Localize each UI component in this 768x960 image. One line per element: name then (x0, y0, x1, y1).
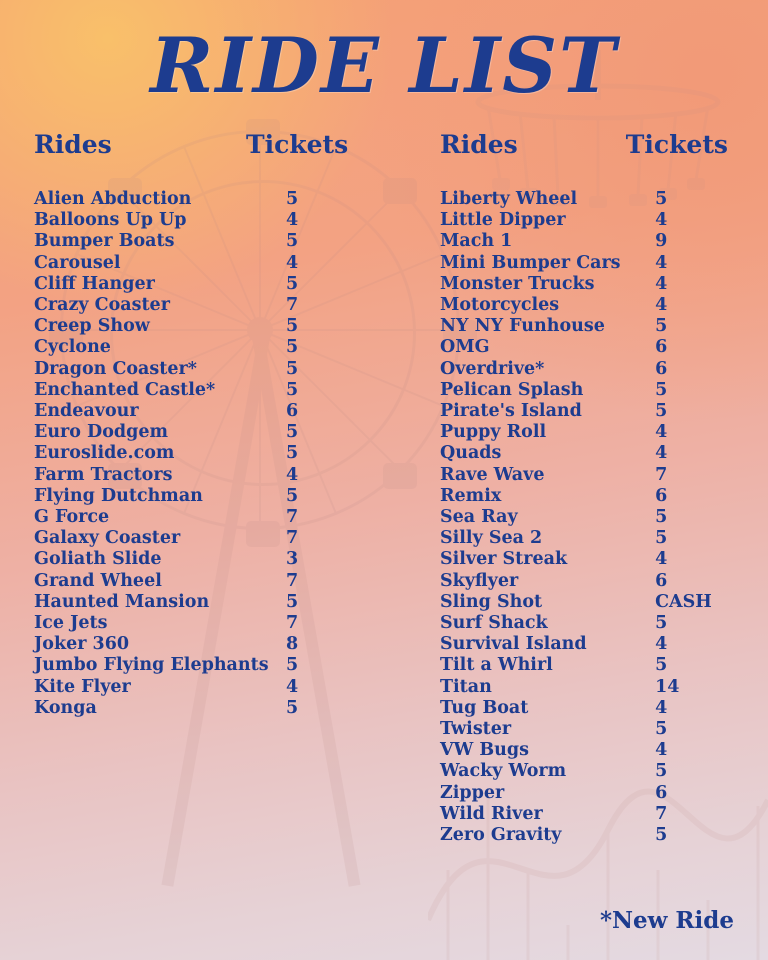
ride-name: Tug Boat (440, 697, 529, 718)
ride-name: Cyclone (34, 337, 111, 358)
ride-tickets: 6 (655, 485, 668, 506)
ride-name: Survival Island (440, 634, 587, 655)
ride-name: Balloons Up Up (34, 210, 187, 231)
ride-name: Sea Ray (440, 507, 518, 528)
header-rides: Rides (440, 130, 518, 159)
table-row (34, 528, 384, 549)
ride-tickets: 5 (655, 655, 668, 676)
ride-column-left (34, 130, 384, 846)
table-row (440, 380, 734, 401)
ride-tickets: 5 (286, 189, 299, 209)
table-row (440, 783, 734, 804)
ride-name: Silver Streak (440, 549, 568, 570)
ride-name: Pirate's Island (440, 401, 582, 422)
ride-name: Euroslide.com (34, 443, 175, 464)
ride-name: G Force (34, 507, 110, 528)
ride-tickets: 5 (655, 528, 668, 549)
ride-tickets: 4 (655, 443, 668, 464)
ride-name: Mach 1 (440, 231, 513, 252)
ride-name: Bumper Boats (34, 231, 175, 252)
table-row (34, 698, 384, 719)
table-row (34, 507, 384, 528)
ride-name: Little Dipper (440, 210, 566, 231)
table-row (34, 634, 384, 655)
ride-name: Enchanted Castle* (34, 379, 216, 400)
table-row (34, 231, 384, 252)
ride-name: Zipper (440, 782, 505, 803)
new-ride-footnote: *New Ride (599, 907, 734, 934)
table-row (440, 528, 734, 549)
table-row (440, 549, 734, 570)
header-rides: Rides (34, 130, 112, 159)
table-row (34, 253, 384, 274)
ride-name: Rave Wave (440, 464, 545, 485)
ride-tickets: 4 (655, 549, 668, 570)
table-row (440, 359, 734, 380)
table-row (34, 486, 384, 507)
ride-tickets: 4 (655, 697, 668, 718)
table-row (34, 210, 384, 231)
ride-tickets: 4 (286, 252, 299, 273)
ride-name: Sling Shot (440, 591, 543, 612)
ride-name: Quads (440, 443, 502, 464)
ride-tickets: 5 (286, 379, 299, 400)
table-row (34, 422, 384, 443)
ride-tickets: 5 (286, 485, 299, 506)
ride-tickets: 4 (655, 422, 668, 443)
ride-tickets: 5 (286, 422, 299, 443)
ride-tickets: 6 (655, 570, 668, 591)
table-row (440, 613, 734, 634)
ride-tickets: 9 (655, 231, 668, 252)
ride-tickets: 5 (655, 401, 668, 422)
ride-name: Liberty Wheel (440, 189, 578, 209)
ride-tickets: 7 (286, 570, 299, 591)
table-row (34, 677, 384, 698)
ride-name: Overdrive* (440, 358, 545, 379)
table-row (440, 655, 734, 676)
ride-tickets: 4 (286, 210, 299, 231)
table-row (440, 274, 734, 295)
ride-tickets: 4 (655, 210, 668, 231)
ride-tickets: CASH (655, 591, 712, 612)
ride-tickets: 6 (655, 337, 668, 358)
table-row (440, 401, 734, 422)
table-row (34, 337, 384, 358)
ride-tickets: 7 (286, 528, 299, 549)
ride-tickets: 4 (655, 273, 668, 294)
ride-name: Dragon Coaster* (34, 358, 197, 379)
table-row (34, 549, 384, 570)
ride-tickets: 5 (286, 591, 299, 612)
ride-tickets: 6 (655, 782, 668, 803)
ride-name: Silly Sea 2 (440, 528, 543, 549)
table-row (34, 655, 384, 676)
table-row (440, 592, 734, 613)
ride-name: Mini Bumper Cars (440, 252, 621, 273)
table-row (34, 401, 384, 422)
table-row (440, 571, 734, 592)
ride-tickets: 5 (286, 337, 299, 358)
ride-name: Twister (440, 719, 512, 740)
ride-column-right (384, 130, 734, 846)
ride-tickets: 7 (286, 613, 299, 634)
ride-name: Creep Show (34, 316, 150, 337)
ride-name: Monster Trucks (440, 273, 595, 294)
ride-tickets: 6 (286, 401, 299, 422)
ride-name: NY NY Funhouse (440, 316, 605, 337)
table-row (440, 210, 734, 231)
ride-tickets: 5 (655, 613, 668, 634)
ride-tickets: 5 (655, 316, 668, 337)
ride-tickets: 5 (655, 761, 668, 782)
table-row (34, 316, 384, 337)
column-header-right (440, 130, 734, 189)
ride-name: Remix (440, 485, 502, 506)
ride-name: Ice Jets (34, 613, 108, 634)
table-row (34, 189, 384, 210)
page-title: RIDE LIST (150, 21, 618, 110)
ride-tickets: 5 (655, 189, 668, 209)
table-row (440, 698, 734, 719)
table-row (440, 231, 734, 252)
ride-tickets: 5 (286, 231, 299, 252)
ride-tickets: 5 (655, 719, 668, 740)
ride-tickets: 7 (655, 803, 668, 824)
ride-tickets: 4 (655, 295, 668, 316)
ride-tickets: 4 (655, 634, 668, 655)
ride-tickets: 5 (655, 379, 668, 400)
table-row (440, 486, 734, 507)
table-row (440, 253, 734, 274)
ride-name: Farm Tractors (34, 464, 173, 485)
ride-tickets: 6 (655, 358, 668, 379)
table-row (440, 740, 734, 761)
table-row (34, 571, 384, 592)
column-header-left (34, 130, 384, 189)
ride-name: Surf Shack (440, 613, 548, 634)
ride-name: Konga (34, 697, 97, 718)
table-row (440, 719, 734, 740)
ride-tickets: 4 (286, 464, 299, 485)
ride-name: Zero Gravity (440, 825, 562, 846)
table-row (440, 316, 734, 337)
ride-tickets: 3 (286, 549, 299, 570)
ride-name: Skyflyer (440, 570, 519, 591)
header-tickets: Tickets (246, 130, 349, 159)
ride-name: Euro Dodgem (34, 422, 169, 443)
table-row (34, 465, 384, 486)
table-row (440, 465, 734, 486)
ride-tickets: 8 (286, 634, 299, 655)
table-row (440, 422, 734, 443)
ride-tickets: 5 (286, 316, 299, 337)
table-row (440, 189, 734, 210)
ride-name: Carousel (34, 252, 121, 273)
table-row (440, 804, 734, 825)
table-row (440, 677, 734, 698)
ride-tickets: 5 (286, 697, 299, 718)
table-row (34, 274, 384, 295)
ride-tickets: 5 (655, 507, 668, 528)
table-row (440, 634, 734, 655)
table-row (34, 592, 384, 613)
table-row (34, 380, 384, 401)
ride-name: Puppy Roll (440, 422, 547, 443)
ride-tickets: 5 (286, 655, 299, 676)
ride-name: Wild River (440, 803, 543, 824)
ride-tickets: 7 (286, 507, 299, 528)
ride-name: Tilt a Whirl (440, 655, 553, 676)
ride-name: Titan (440, 676, 492, 697)
ride-columns (0, 104, 768, 846)
table-row (440, 337, 734, 358)
ride-name: Wacky Worm (440, 761, 567, 782)
ride-name: OMG (440, 337, 490, 358)
ride-name: Jumbo Flying Elephants (34, 655, 269, 676)
ride-tickets: 5 (286, 273, 299, 294)
table-row (34, 443, 384, 464)
ride-name: Motorcycles (440, 295, 560, 316)
ride-name: VW Bugs (440, 740, 529, 761)
ride-tickets: 4 (655, 740, 668, 761)
ride-tickets: 5 (286, 358, 299, 379)
table-row (34, 295, 384, 316)
ride-name: Joker 360 (34, 634, 130, 655)
ride-tickets: 5 (286, 443, 299, 464)
ride-name: Crazy Coaster (34, 295, 170, 316)
ride-name: Goliath Slide (34, 549, 162, 570)
ride-tickets: 7 (286, 295, 299, 316)
table-row (440, 507, 734, 528)
header-tickets: Tickets (625, 130, 728, 159)
table-row (34, 359, 384, 380)
ride-name: Alien Abduction (34, 189, 192, 209)
table-row (440, 443, 734, 464)
ride-tickets: 4 (286, 676, 299, 697)
ride-name: Galaxy Coaster (34, 528, 181, 549)
ride-name: Endeavour (34, 401, 139, 422)
ride-name: Haunted Mansion (34, 591, 210, 612)
table-row (440, 295, 734, 316)
ride-tickets: 7 (655, 464, 668, 485)
ride-tickets: 4 (655, 252, 668, 273)
table-row (440, 825, 734, 846)
ride-name: Grand Wheel (34, 570, 162, 591)
ride-name: Kite Flyer (34, 676, 131, 697)
ride-name: Flying Dutchman (34, 485, 203, 506)
ride-name: Cliff Hanger (34, 273, 155, 294)
table-row (440, 761, 734, 782)
table-row (34, 613, 384, 634)
ride-tickets: 14 (655, 676, 680, 697)
ride-tickets: 5 (655, 825, 668, 846)
ride-name: Pelican Splash (440, 379, 584, 400)
